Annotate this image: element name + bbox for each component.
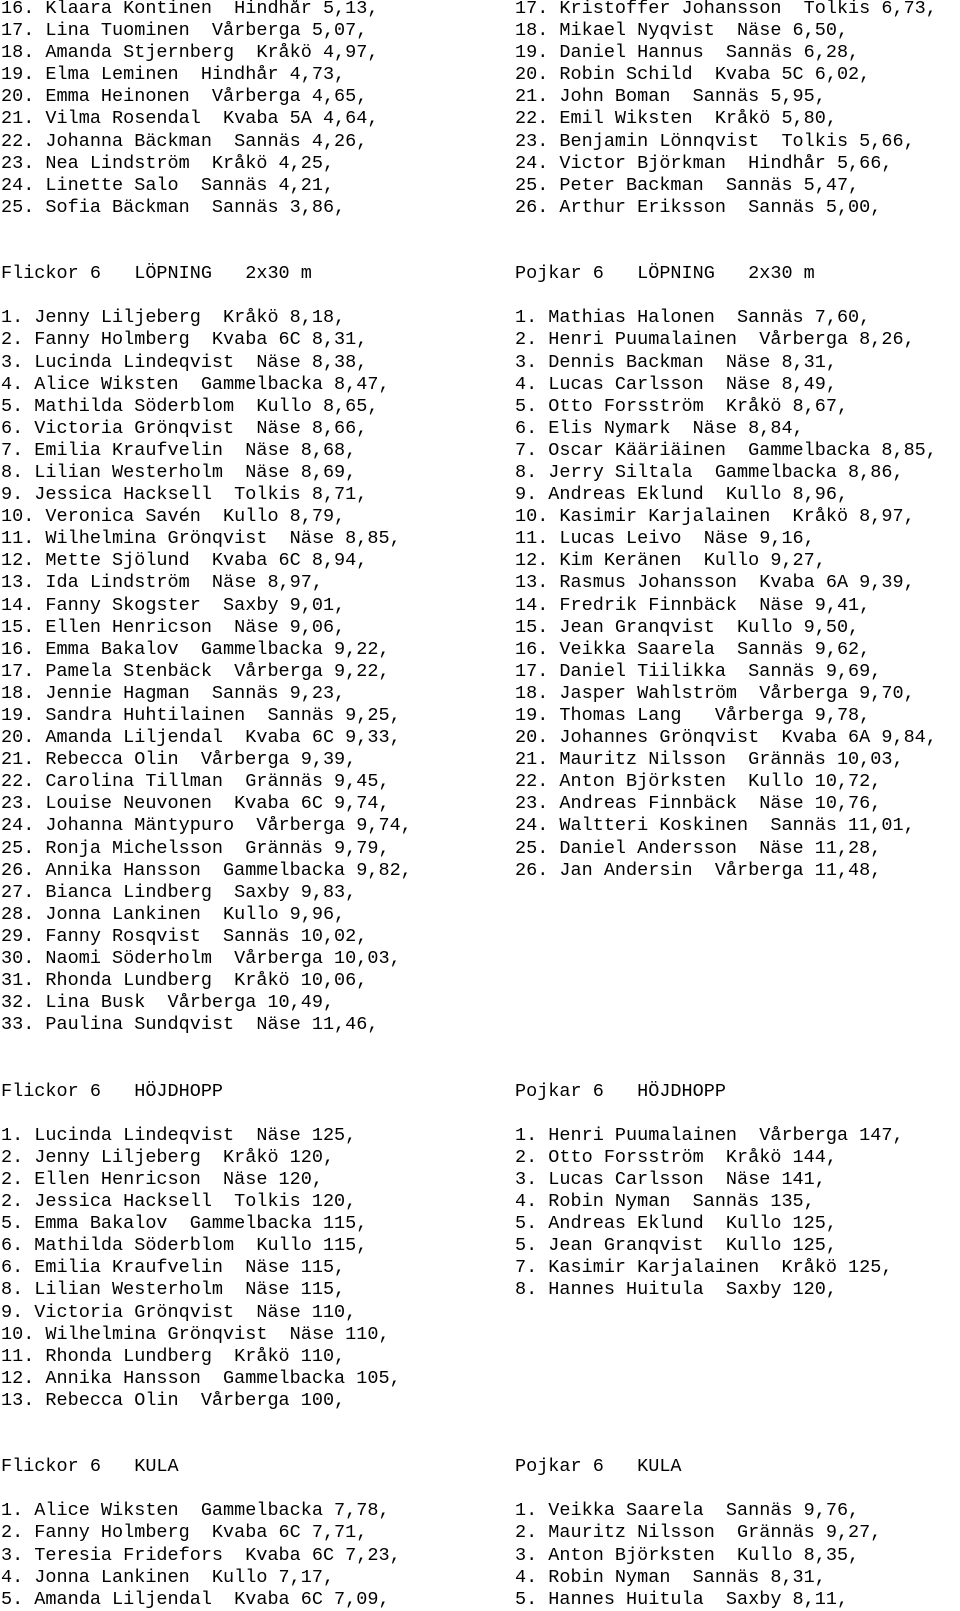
result-row: 22. Johanna Bäckman Sannäs 4,26,	[1, 130, 368, 152]
result-row: 24. Johanna Mäntypuro Vårberga 9,74,	[1, 815, 412, 837]
spacer	[515, 992, 960, 1014]
result-row: 21. John Boman Sannäs 5,95,	[515, 86, 826, 108]
left-section	[1, 1081, 506, 1412]
result-row: 4. Robin Nyman Sannäs 135,	[515, 1191, 815, 1213]
result-row: 19. Elma Leminen Hindhår 4,73,	[1, 64, 346, 86]
result-row: 10. Wilhelmina Grönqvist Näse 110,	[1, 1323, 390, 1345]
result-row: 2. Fanny Holmberg Kvaba 6C 8,31,	[1, 329, 368, 351]
result-row: 26. Jan Andersin Vårberga 11,48,	[515, 859, 882, 881]
result-row: 10. Veronica Savén Kullo 8,79,	[1, 506, 346, 528]
result-row: 17. Daniel Tiilikka Sannäs 9,69,	[515, 660, 882, 682]
spacer	[515, 1302, 960, 1324]
spacer	[515, 1346, 960, 1368]
result-row: 4. Jonna Lankinen Kullo 7,17,	[1, 1566, 335, 1588]
result-row: 25. Sofia Bäckman Sannäs 3,86,	[1, 196, 346, 218]
spacer	[515, 904, 960, 926]
result-row: 16. Emma Bakalov Gammelbacka 9,22,	[1, 638, 390, 660]
result-row: 1. Jenny Liljeberg Kråkö 8,18,	[1, 307, 346, 329]
spacer	[515, 882, 960, 904]
result-row: 10. Kasimir Karjalainen Kråkö 8,97,	[515, 506, 915, 528]
result-row: 22. Carolina Tillman Grännäs 9,45,	[1, 771, 390, 793]
result-row: 17. Kristoffer Johansson Tolkis 6,73,	[515, 0, 937, 19]
right-section	[515, 263, 960, 882]
result-row: 15. Jean Granqvist Kullo 9,50,	[515, 616, 860, 638]
result-row: 2. Jenny Liljeberg Kråkö 120,	[1, 1146, 335, 1168]
result-row: 14. Fanny Skogster Saxby 9,01,	[1, 594, 346, 616]
result-row: 23. Andreas Finnbäck Näse 10,76,	[515, 793, 882, 815]
result-row: 21. Vilma Rosendal Kvaba 5A 4,64,	[1, 108, 379, 130]
result-row: 11. Rhonda Lundberg Kråkö 110,	[1, 1345, 346, 1367]
result-row: 17. Pamela Stenbäck Vårberga 9,22,	[1, 660, 390, 682]
result-row: 17. Lina Tuominen Vårberga 5,07,	[1, 20, 368, 42]
result-row: 3. Dennis Backman Näse 8,31,	[515, 351, 837, 373]
result-row: 23. Louise Neuvonen Kvaba 6C 9,74,	[1, 793, 390, 815]
result-row: 3. Teresia Fridefors Kvaba 6C 7,23,	[1, 1544, 401, 1566]
section-heading: Pojkar 6 HÖJDHOPP	[515, 1080, 726, 1102]
result-row: 19. Thomas Lang Vårberga 9,78,	[515, 705, 871, 726]
spacer	[1, 1478, 506, 1500]
result-row: 14. Fredrik Finnbäck Näse 9,41,	[515, 594, 871, 616]
result-row: 8. Hannes Huitula Saxby 120,	[515, 1279, 837, 1301]
spacer	[515, 1368, 960, 1390]
result-row: 15. Ellen Henricson Näse 9,06,	[1, 616, 346, 638]
result-row: 2. Mauritz Nilsson Grännäs 9,27,	[515, 1522, 882, 1544]
result-row: 7. Kasimir Karjalainen Kråkö 125,	[515, 1257, 893, 1279]
result-row: 5. Jean Granqvist Kullo 125,	[515, 1235, 837, 1257]
result-row: 12. Mette Sjölund Kvaba 6C 8,94,	[1, 550, 368, 572]
result-row: 11. Lucas Leivo Näse 9,16,	[515, 528, 815, 550]
result-row: 8. Jerry Siltala Gammelbacka 8,86,	[515, 461, 904, 483]
result-row: 22. Anton Björksten Kullo 10,72,	[515, 771, 882, 793]
result-row: 28. Jonna Lankinen Kullo 9,96,	[1, 903, 346, 925]
result-row: 31. Rhonda Lundberg Kråkö 10,06,	[1, 970, 368, 992]
result-row: 23. Nea Lindström Kråkö 4,25,	[1, 152, 335, 174]
result-row: 24. Victor Björkman Hindhår 5,66,	[515, 152, 893, 174]
result-row: 20. Robin Schild Kvaba 5C 6,02,	[515, 64, 871, 86]
result-row: 1. Henri Puumalainen Vårberga 147,	[515, 1124, 904, 1146]
result-row: 26. Annika Hansson Gammelbacka 9,82,	[1, 859, 412, 881]
result-row: 26. Arthur Eriksson Sannäs 5,00,	[515, 196, 882, 218]
result-row: 6. Mathilda Söderblom Kullo 115,	[1, 1235, 368, 1257]
section-heading: Flickor 6 LÖPNING 2x30 m	[1, 263, 312, 285]
spacer	[1, 1103, 506, 1125]
result-row: 27. Bianca Lindberg Saxby 9,83,	[1, 881, 357, 903]
result-row: 6. Victoria Grönqvist Näse 8,66,	[1, 417, 368, 439]
result-row: 20. Johannes Grönqvist Kvaba 6A 9,84,	[515, 727, 937, 749]
section-heading: Pojkar 6 KULA	[515, 1456, 682, 1478]
result-row: 21. Rebecca Olin Vårberga 9,39,	[1, 749, 357, 771]
spacer	[515, 1014, 960, 1036]
left-section	[1, 1456, 506, 1611]
section-gap	[1, 1412, 506, 1456]
result-row: 25. Daniel Andersson Näse 11,28,	[515, 837, 882, 859]
section-heading: Flickor 6 KULA	[1, 1456, 179, 1478]
result-row: 12. Kim Keränen Kullo 9,27,	[515, 550, 826, 572]
result-row: 5. Hannes Huitula Saxby 8,11,	[515, 1588, 849, 1610]
spacer	[515, 948, 960, 970]
result-row: 25. Ronja Michelsson Grännäs 9,79,	[1, 837, 390, 859]
result-row: 1. Mathias Halonen Sannäs 7,60,	[515, 307, 871, 329]
spacer	[515, 1478, 960, 1500]
spacer	[515, 1103, 960, 1125]
result-row: 22. Emil Wiksten Kråkö 5,80,	[515, 108, 837, 130]
left-column	[1, 0, 506, 1611]
result-row: 9. Andreas Eklund Kullo 8,96,	[515, 484, 849, 506]
result-row: 23. Benjamin Lönnqvist Tolkis 5,66,	[515, 130, 915, 152]
section-heading: Flickor 6 HÖJDHOPP	[1, 1080, 224, 1102]
right-column	[515, 0, 960, 1611]
result-row: 29. Fanny Rosqvist Sannäs 10,02,	[1, 925, 368, 947]
right-section	[515, 1081, 960, 1302]
result-row: 2. Jessica Hacksell Tolkis 120,	[1, 1191, 357, 1213]
result-row: 20. Emma Heinonen Vårberga 4,65,	[1, 86, 368, 108]
result-row: 6. Elis Nymark Näse 8,84,	[515, 417, 804, 439]
result-row: 1. Veikka Saarela Sannäs 9,76,	[515, 1500, 860, 1522]
result-row: 18. Amanda Stjernberg Kråkö 4,97,	[1, 42, 379, 64]
spacer	[515, 926, 960, 948]
result-row: 16. Veikka Saarela Sannäs 9,62,	[515, 638, 871, 660]
result-row: 18. Jennie Hagman Sannäs 9,23,	[1, 682, 346, 704]
result-row: 19. Sandra Huhtilainen Sannäs 9,25,	[1, 705, 401, 726]
spacer	[515, 1390, 960, 1412]
result-row: 4. Robin Nyman Sannäs 8,31,	[515, 1566, 826, 1588]
section-gap	[515, 1036, 960, 1080]
spacer	[515, 285, 960, 307]
result-row: 24. Linette Salo Sannäs 4,21,	[1, 174, 335, 196]
spacer	[515, 1324, 960, 1346]
spacer	[515, 970, 960, 992]
result-row: 24. Waltteri Koskinen Sannäs 11,01,	[515, 815, 915, 837]
result-row: 21. Mauritz Nilsson Grännäs 10,03,	[515, 749, 904, 771]
result-row: 5. Emma Bakalov Gammelbacka 115,	[1, 1213, 368, 1235]
result-row: 7. Oscar Kääriäinen Gammelbacka 8,85,	[515, 439, 937, 461]
result-row: 32. Lina Busk Vårberga 10,49,	[1, 992, 335, 1014]
result-row: 3. Lucinda Lindeqvist Näse 8,38,	[1, 351, 368, 373]
result-row: 2. Henri Puumalainen Vårberga 8,26,	[515, 329, 915, 351]
section-gap	[515, 219, 960, 263]
result-row: 30. Naomi Söderholm Vårberga 10,03,	[1, 948, 401, 970]
result-row: 2. Fanny Holmberg Kvaba 6C 7,71,	[1, 1522, 368, 1544]
result-row: 6. Emilia Kraufvelin Näse 115,	[1, 1257, 346, 1279]
result-row: 18. Mikael Nyqvist Näse 6,50,	[515, 20, 849, 42]
result-row: 1. Lucinda Lindeqvist Näse 125,	[1, 1124, 357, 1146]
section-gap	[1, 219, 506, 263]
section-heading: Pojkar 6 LÖPNING 2x30 m	[515, 263, 815, 285]
spacer	[1, 285, 506, 307]
result-row: 19. Daniel Hannus Sannäs 6,28,	[515, 42, 860, 64]
left-section	[1, 263, 506, 1036]
result-row: 7. Emilia Kraufvelin Näse 8,68,	[1, 439, 357, 461]
result-row: 12. Annika Hansson Gammelbacka 105,	[1, 1367, 401, 1389]
result-row: 2. Ellen Henricson Näse 120,	[1, 1168, 323, 1190]
result-row: 3. Lucas Carlsson Näse 141,	[515, 1168, 826, 1190]
result-row: 13. Rebecca Olin Vårberga 100,	[1, 1389, 346, 1411]
result-row: 11. Wilhelmina Grönqvist Näse 8,85,	[1, 528, 401, 550]
result-row: 16. Klaara Kontinen Hindhår 5,13,	[1, 0, 379, 19]
result-row: 9. Victoria Grönqvist Näse 110,	[1, 1301, 357, 1323]
result-row: 18. Jasper Wahlström Vårberga 9,70,	[515, 682, 915, 704]
right-section	[515, 0, 960, 219]
result-row: 1. Alice Wiksten Gammelbacka 7,78,	[1, 1500, 390, 1522]
result-row: 5. Amanda Liljendal Kvaba 6C 7,09,	[1, 1588, 390, 1610]
result-row: 33. Paulina Sundqvist Näse 11,46,	[1, 1014, 379, 1036]
result-row: 5. Otto Forsström Kråkö 8,67,	[515, 395, 849, 417]
section-gap	[515, 1412, 960, 1456]
result-row: 13. Rasmus Johansson Kvaba 6A 9,39,	[515, 572, 915, 594]
left-section	[1, 0, 506, 219]
result-row: 4. Lucas Carlsson Näse 8,49,	[515, 373, 837, 395]
result-row: 8. Lilian Westerholm Näse 115,	[1, 1279, 346, 1301]
result-row: 5. Mathilda Söderblom Kullo 8,65,	[1, 395, 379, 417]
result-row: 20. Amanda Liljendal Kvaba 6C 9,33,	[1, 727, 401, 749]
result-row: 8. Lilian Westerholm Näse 8,69,	[1, 461, 357, 483]
result-row: 25. Peter Backman Sannäs 5,47,	[515, 174, 860, 196]
section-gap	[1, 1036, 506, 1080]
result-row: 5. Andreas Eklund Kullo 125,	[515, 1213, 837, 1235]
result-row: 9. Jessica Hacksell Tolkis 8,71,	[1, 484, 368, 506]
result-row: 2. Otto Forsström Kråkö 144,	[515, 1146, 837, 1168]
right-section	[515, 1456, 960, 1611]
result-row: 3. Anton Björksten Kullo 8,35,	[515, 1544, 860, 1566]
result-row: 4. Alice Wiksten Gammelbacka 8,47,	[1, 373, 390, 395]
result-row: 13. Ida Lindström Näse 8,97,	[1, 572, 323, 594]
